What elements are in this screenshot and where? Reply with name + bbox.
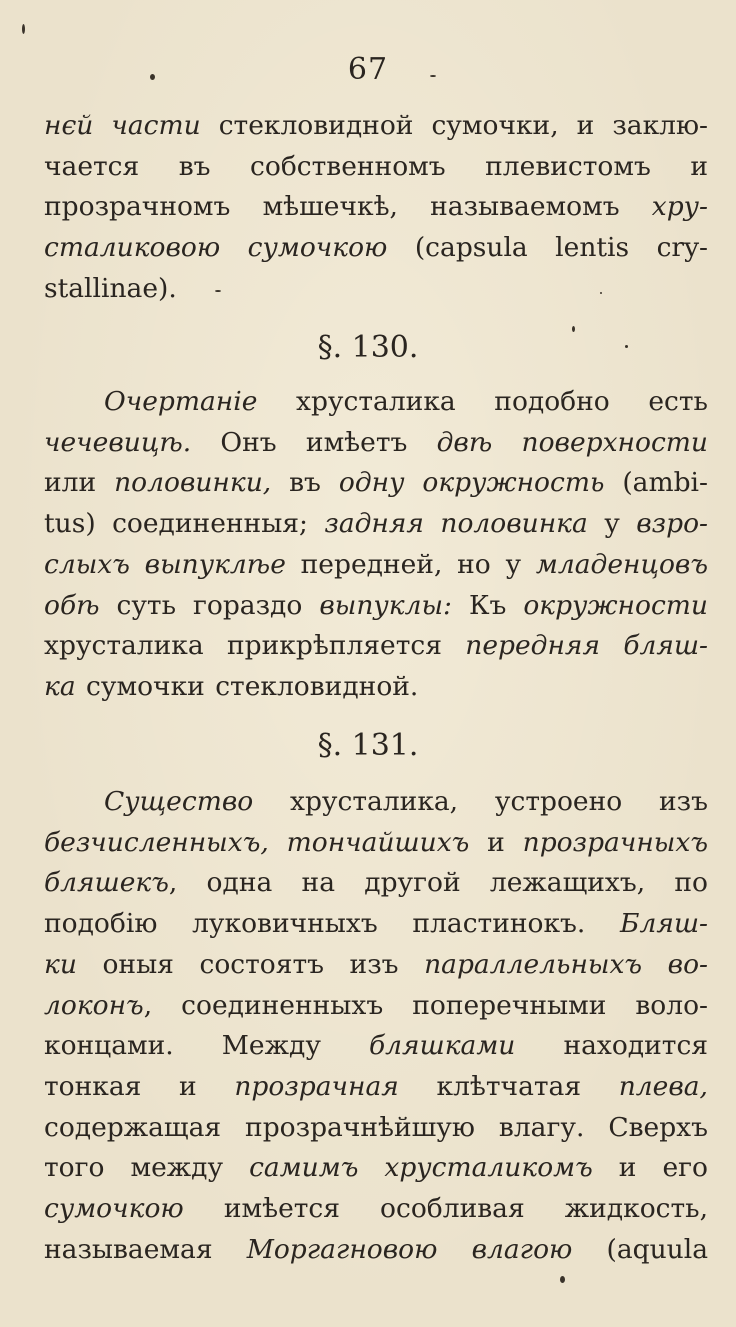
paper-speck (22, 24, 25, 34)
text-run: чается въ собственномъ плевистомъ и (44, 150, 708, 182)
text-line (44, 1189, 708, 1230)
text-run: (ambi- (604, 467, 708, 499)
text-line (44, 1026, 708, 1067)
paragraph-section-131 (44, 782, 708, 1270)
text-run: stallinae). (44, 272, 177, 304)
text-run-italic: прозрачная (234, 1070, 399, 1102)
text-run-italic: безчисленныхъ, тончайшихъ (44, 826, 470, 858)
text-run: стекловидной сумочки, и заклю- (200, 110, 708, 141)
text-run: передней, но у (285, 548, 536, 580)
text-run: , соединенныхъ поперечными воло- (143, 989, 708, 1021)
paper-speck (560, 1276, 565, 1283)
text-line (44, 382, 708, 423)
section-heading-130: §. 130. (317, 330, 419, 365)
text-run: tus) соединенныя; (44, 508, 325, 540)
text-line (44, 545, 708, 586)
text-run: и его (592, 1152, 709, 1184)
text-run: клѣтчатая (398, 1070, 619, 1102)
text-line (44, 986, 708, 1027)
paragraph-section-130 (44, 382, 708, 708)
text-run-italic: задняя половинка (324, 508, 588, 540)
text-run-italic: сумочкою (44, 1193, 184, 1225)
text-run: хрусталика, устроено изъ (253, 786, 708, 817)
text-run: сумочки стекловидной. (75, 670, 419, 702)
text-run-italic: хру- (651, 191, 708, 223)
text-line (44, 106, 708, 147)
text-run-italic: слыхъ выпуклѣе (44, 548, 286, 580)
text-line (44, 187, 708, 228)
text-run-italic: ки (44, 948, 77, 980)
text-run: Къ (451, 589, 524, 621)
text-run: называемая (44, 1233, 247, 1265)
text-line (44, 945, 708, 986)
text-run: суть гораздо (99, 589, 320, 621)
text-run-italic: параллельныхъ во- (424, 948, 709, 980)
section-heading-131: §. 131. (317, 728, 419, 763)
text-run-italic: взро- (636, 508, 708, 540)
text-run-italic: Бляш- (620, 908, 708, 940)
text-line (44, 626, 708, 667)
text-line (44, 228, 708, 269)
text-line (44, 667, 708, 708)
text-run-italic: плева, (618, 1070, 708, 1102)
text-line (44, 1230, 708, 1271)
text-line (44, 863, 708, 904)
text-run: Онъ имѣетъ (191, 426, 437, 458)
text-run: или (44, 467, 115, 499)
text-run-italic: ка (44, 670, 76, 702)
text-line (44, 904, 708, 945)
text-run: и (469, 826, 523, 858)
text-run-italic: половинки, (114, 467, 272, 499)
text-line (44, 147, 708, 188)
text-run: находится (515, 1030, 709, 1062)
text-run: имѣется особливая жидкость, (183, 1193, 708, 1225)
text-line (44, 1108, 708, 1149)
text-run: тонкая и (44, 1070, 235, 1102)
text-run: подобію луковичныхъ пластинокъ. (44, 908, 621, 940)
text-run-italic: самимъ хрусталикомъ (249, 1152, 593, 1184)
text-run: (aquula (572, 1233, 709, 1265)
text-line (44, 782, 708, 823)
text-run: (capsula lentis cry- (387, 232, 708, 264)
text-run-italic: одну окружность (338, 467, 605, 499)
text-run-italic: двѣ поверхности (436, 426, 708, 458)
text-run-italic: обѣ (44, 589, 100, 621)
text-run-italic: Очертаніе (104, 386, 258, 417)
text-run: содержащая прозрачнѣйшую влагу. Сверхъ (44, 1111, 708, 1143)
text-run-italic: сталиковою сумочкою (44, 232, 388, 264)
text-run-italic: Существо (104, 786, 254, 817)
text-run: хрусталика прикрѣпляется (44, 630, 466, 662)
text-run-italic: нєй части (44, 110, 201, 141)
text-run-italic: бляшекъ (44, 867, 169, 899)
text-run-italic: окружности (523, 589, 708, 621)
text-run-italic: выпуклы: (319, 589, 452, 621)
text-run: въ (271, 467, 339, 499)
paragraph-top (44, 106, 708, 310)
text-run-italic: прозрачныхъ (522, 826, 708, 858)
page-number: 67 (347, 52, 389, 87)
text-line (44, 1067, 708, 1108)
text-run: у (587, 508, 637, 540)
text-run-italic: чечевицѣ. (44, 426, 192, 458)
text-run: прозрачномъ мѣшечкѣ, называемомъ (44, 191, 652, 223)
text-run: оныя состоятъ изъ (76, 948, 425, 980)
text-line (44, 463, 708, 504)
text-run: , одна на другой лежащихъ, по (168, 867, 708, 899)
text-line (44, 504, 708, 545)
text-line (44, 269, 708, 310)
text-line (44, 423, 708, 464)
text-line (44, 1148, 708, 1189)
text-run: того между (44, 1152, 250, 1184)
text-run-italic: локонъ (44, 989, 144, 1021)
text-run-italic: Моргагновою влагою (246, 1233, 573, 1265)
text-line (44, 823, 708, 864)
text-run-italic: младенцовъ (535, 548, 708, 580)
text-run: хрусталика подобно есть (257, 386, 708, 417)
text-run-italic: передняя бляш- (465, 630, 708, 662)
text-line (44, 586, 708, 627)
text-run-italic: бляшками (369, 1030, 516, 1062)
text-run: концами. Между (44, 1030, 369, 1062)
